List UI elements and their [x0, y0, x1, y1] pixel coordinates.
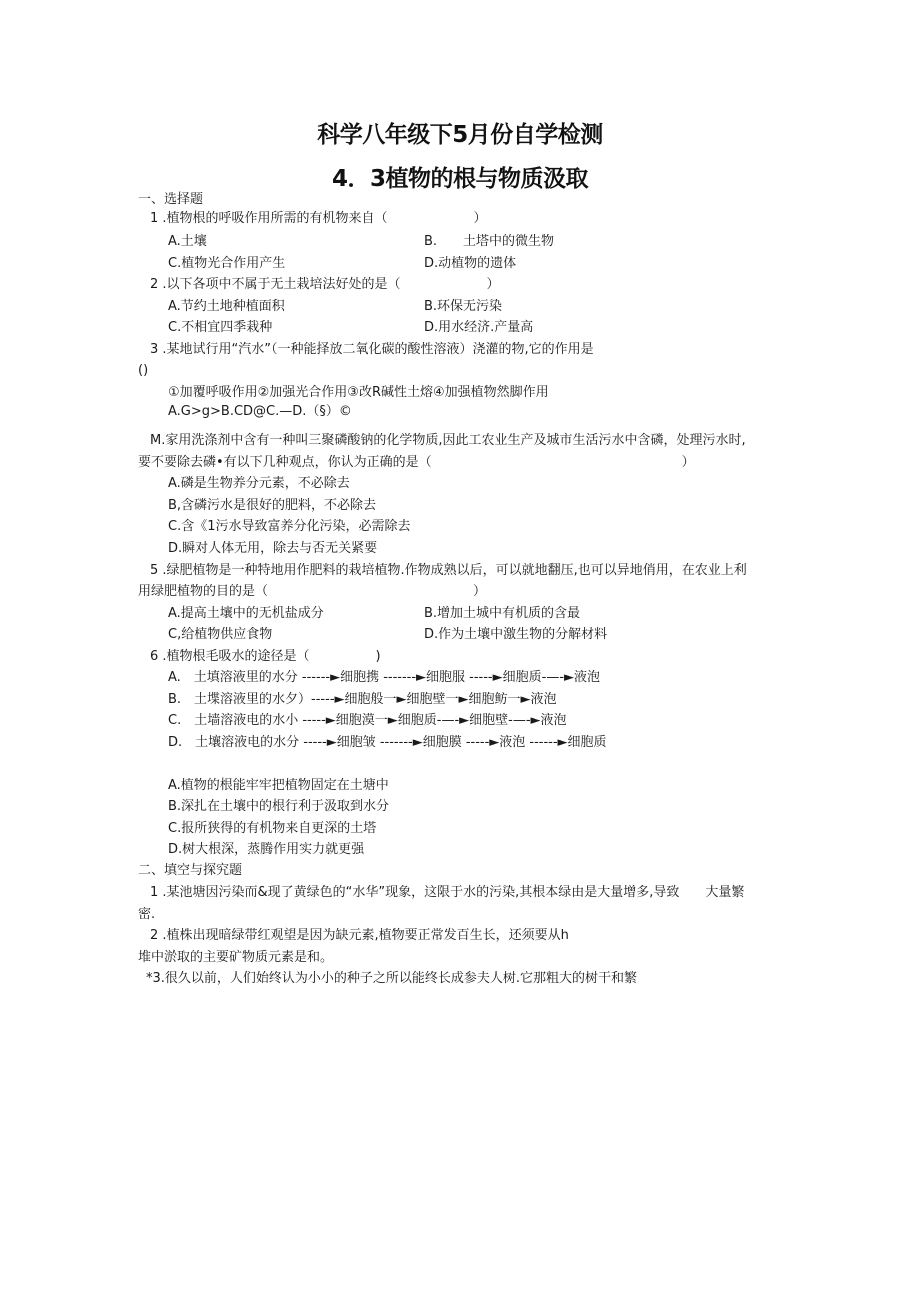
q5-option-b: B.增加土城中有机质的含最: [424, 606, 581, 621]
q2-stem-text: 2 .以下各项中不属于无土栽培法好处的是（: [150, 277, 401, 292]
q6-close: ): [375, 649, 381, 664]
q4-option-b: B,含磷污水是很好的肥料，不必除去: [168, 498, 377, 513]
q4-option-a: A.磷是生物养分元素，不必除去: [168, 476, 350, 491]
q4-option-d: D.瞬对人体无用，除去与否无关紧要: [168, 541, 378, 556]
fill1-line2: 密.: [138, 907, 156, 922]
section-heading-choice: 一、选择题: [138, 192, 204, 207]
section-heading-fill: 二、填空与探究题: [138, 863, 243, 878]
fill2-line2: 堆中淤取的主要矿物质元素是和。: [138, 950, 334, 965]
fill2-line1: 2 .植株出现暗绿带红观望是因为缺元素,植物要正常发百生长，还须要从h: [150, 928, 569, 943]
q5-line2: [138, 583, 486, 601]
q6-option-d: D. 土壤溶液电的水分 -----►细胞皱 -------►细胞膜 -----►液泡 ------►细胞质: [168, 735, 607, 750]
q2-option-c: C.不相宜四季栽种: [168, 320, 273, 335]
q2-option-b: B.环保无污染: [424, 299, 503, 314]
q1-option-c: C.植物光合作用产生: [168, 256, 286, 271]
q7-option-a: A.植物的根能牢牢把植物固定在土塘中: [168, 778, 389, 793]
q5-option-c: C,给植物供应食物: [168, 627, 273, 642]
q1-option-a: A.土壤: [168, 234, 207, 249]
q4-line1: M.家用洗涤剂中含有一种叫三聚磷酸钠的化学物质,因此工农业生产及城市生活污水中含磷，处理污水时,: [150, 433, 746, 448]
q1-stem: [150, 210, 487, 228]
q7-option-c: C.报所狭得的有机物来自更深的土塔: [168, 821, 377, 836]
q3-stem: 3 .某地试行用“汽水”（一种能择放二氧化碳的酸性溶液）浇灌的物,它的作用是: [150, 342, 594, 357]
q6-stem: [150, 648, 381, 666]
q4-line2-text: 要不要除去磷•有以下几种观点，你认为正确的是（: [138, 455, 432, 470]
q2-option-a: A.节约土地种植面积: [168, 299, 285, 314]
q1-option-d: D.动植物的遗体: [424, 256, 517, 271]
q4-close: ）: [681, 455, 695, 470]
fill3-line1: *3.很久以前，人们始终认为小小的种子之所以能终长成参夫人树.它那粗大的树干和繁: [146, 971, 638, 986]
q7-option-d: D.树大根深，蒸腾作用实力就更强: [168, 842, 365, 857]
q3-paren: (): [138, 363, 149, 378]
q3-options: A.G>g>B.CD@C.—D.（§）©: [168, 404, 352, 419]
q6-option-c: C. 土墙溶液电的水小 -----►细胞漠一►细胞质-—-►细胞壁-—-►液泡: [168, 713, 567, 728]
q1-close: ）: [473, 211, 487, 226]
q5-line1: 5 .绿肥植物是一种特地用作肥料的栽培植物.作物成熟以后，可以就地翻压,也可以异地俏用，在农业上利: [150, 563, 747, 578]
fill1-line1: 1 .某池塘因污染而&现了黄绿色的“水华”现象，这限于水的污染,其根本绿由是大量增多,导致 大量繁: [150, 885, 745, 900]
q4-line2: [138, 454, 695, 472]
q1-stem-text: 1 .植物根的呼吸作用所需的有机物来自（: [150, 211, 388, 226]
q5-close: ）: [473, 584, 487, 599]
q7-option-b: B.深扎在土壤中的根行利于汲取到水分: [168, 799, 390, 814]
q5-option-d: D.作为土壤中激生物的分解材料: [424, 627, 608, 642]
q2-close: ）: [486, 277, 500, 292]
q1-option-b: B. 土塔中的微生物: [424, 234, 555, 249]
q2-option-d: D.用水经济.产量高: [424, 320, 534, 335]
q4-option-c: C.含《1污水导致富养分化污染，必需除去: [168, 519, 411, 534]
q3-items: ①加覆呼吸作用②加强光合作用③改R碱性土熔④加强植物然脚作用: [168, 385, 549, 400]
page-title: 科学八年级下5月份自学检测: [317, 122, 603, 148]
q6-option-b: B. 土堞溶液里的水夕）-----►细胞般一►细胞壁一►细胞鲂一►液泡: [168, 692, 557, 707]
q2-stem: [150, 276, 500, 294]
q5-option-a: A.提高土壤中的无机盐成分: [168, 606, 324, 621]
q5-line2-text: 用绿肥植物的目的是（: [138, 584, 269, 599]
page-subtitle: 4．3植物的根与物质汲取: [331, 166, 588, 192]
q6-option-a: A. 土填溶液里的水分 ------►细胞携 -------►细胞服 -----►细胞质-—-►液泡: [168, 670, 601, 685]
q6-stem-text: 6 .植物根毛吸水的途径是（: [150, 649, 310, 664]
